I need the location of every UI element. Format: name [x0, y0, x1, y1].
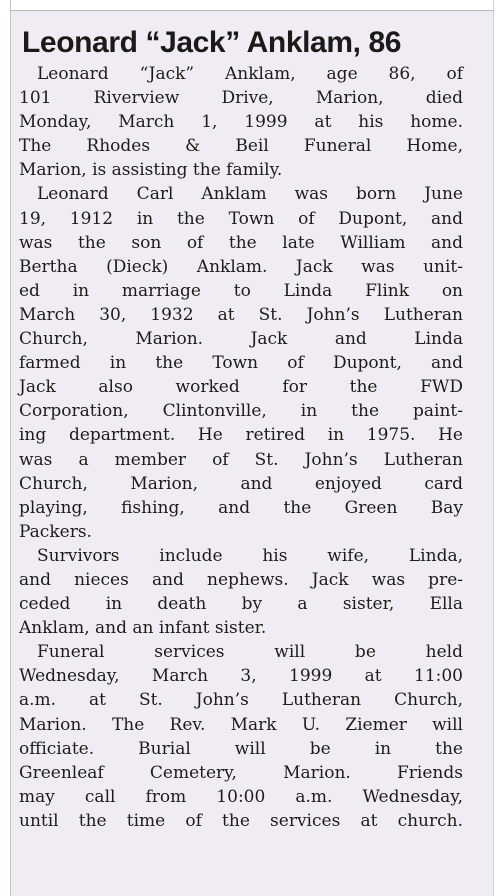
text-line: Marion. The Rev. Mark U. Ziemer will	[19, 714, 463, 735]
text-line: Leonard Carl Anklam was born June	[37, 184, 463, 205]
text-line: Leonard “Jack” Anklam, age 86, of	[37, 64, 463, 84]
text-line: may call from 10:00 a.m. Wednesday,	[19, 786, 463, 807]
text-line: ceded in death by a sister, Ella	[19, 594, 463, 615]
text-line: and nieces and nephews. Jack was pre-	[19, 569, 463, 590]
scan-border-right	[493, 0, 500, 896]
text-line: Corporation, Clintonville, in the paint-	[19, 401, 463, 422]
paragraph-death-notice	[19, 62, 463, 182]
text-line: March 30, 1932 at St. John’s Lutheran	[19, 304, 463, 325]
text-line: Funeral services will be held	[37, 642, 463, 663]
text-line: was a member of St. John’s Lutheran	[19, 449, 463, 470]
text-line: Wednesday, March 3, 1999 at 11:00	[19, 666, 463, 687]
text-line: until the time of the services at church.	[19, 810, 463, 831]
text-line: Church, Marion. Jack and Linda	[19, 329, 463, 350]
obituary-body	[19, 62, 463, 833]
paragraph-survivors	[19, 544, 463, 640]
text-line: Bertha (Dieck) Anklam. Jack was unit-	[19, 256, 463, 277]
text-line: Greenleaf Cemetery, Marion. Friends	[19, 762, 463, 783]
text-line: Jack also worked for the FWD	[19, 377, 463, 398]
text-line: ed in marriage to Linda Flink on	[19, 280, 463, 301]
text-line: ing department. He retired in 1975. He	[19, 425, 463, 446]
scan-border-left	[0, 0, 11, 896]
paragraph-services	[19, 640, 463, 833]
text-line: a.m. at St. John’s Lutheran Church,	[19, 690, 463, 711]
text-line: Monday, March 1, 1999 at his home.	[19, 112, 463, 133]
text-line: 101 Riverview Drive, Marion, died	[19, 88, 463, 109]
text-line: officiate. Burial will be in the	[19, 738, 463, 759]
paragraph-biography	[19, 182, 463, 543]
text-line: was the son of the late William and	[19, 232, 463, 253]
text-line: Packers.	[19, 521, 92, 542]
scan-border-top	[0, 0, 500, 11]
text-line: 19, 1912 in the Town of Dupont, and	[19, 208, 463, 229]
text-line: Survivors include his wife, Linda,	[37, 545, 463, 566]
text-line: Marion, is assisting the family.	[19, 160, 283, 181]
text-line: Church, Marion, and enjoyed card	[19, 473, 463, 494]
text-line: The Rhodes & Beil Funeral Home,	[19, 136, 463, 157]
text-line: Anklam, and an infant sister.	[19, 618, 267, 639]
obituary-headline: Leonard “Jack” Anklam, 86	[22, 26, 402, 59]
text-line: farmed in the Town of Dupont, and	[19, 353, 463, 374]
text-line: playing, fishing, and the Green Bay	[19, 497, 463, 518]
